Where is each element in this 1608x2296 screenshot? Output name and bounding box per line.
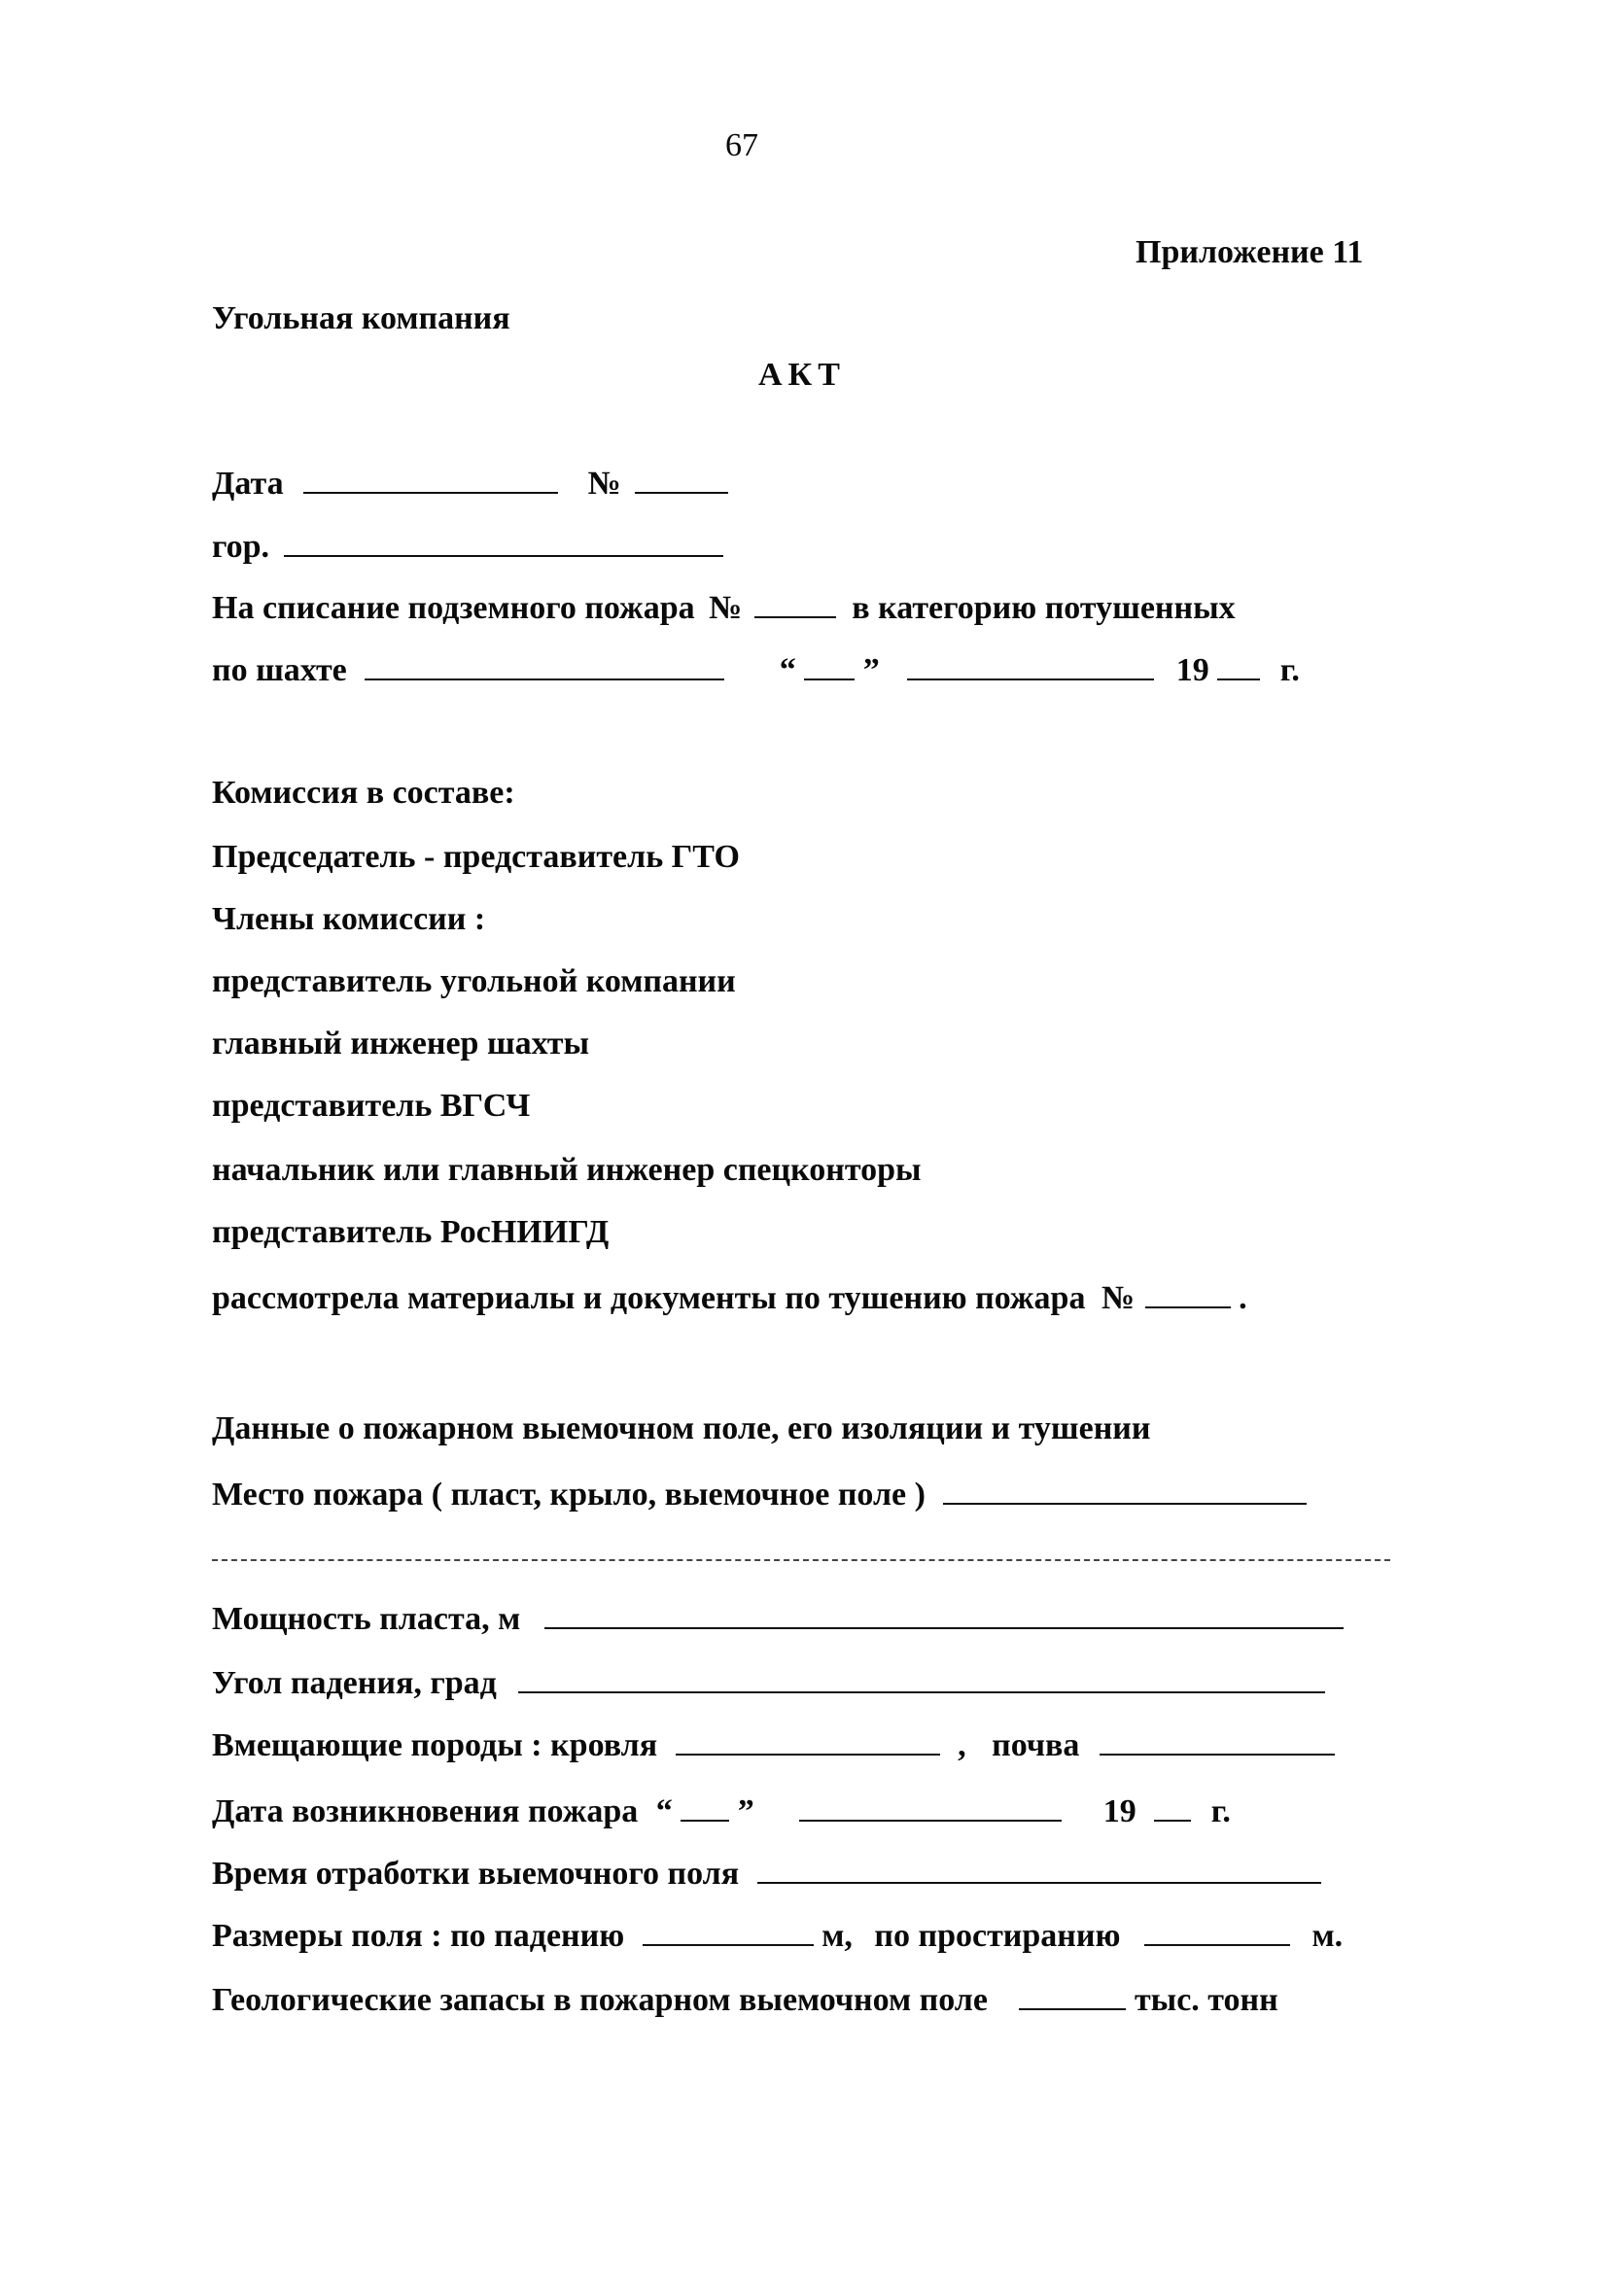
unit-m: м, bbox=[821, 1918, 853, 1954]
period: . bbox=[1239, 1280, 1247, 1316]
fire-year-field[interactable] bbox=[1154, 1791, 1191, 1822]
member-item: начальник или главный инженер спецконторы bbox=[212, 1152, 922, 1188]
year-prefix: 19 bbox=[1102, 1793, 1136, 1829]
mining-time-label: Время отработки выемочного поля bbox=[212, 1856, 740, 1892]
number-sign: № bbox=[587, 466, 621, 502]
dip-angle-label: Угол падения, град bbox=[212, 1665, 497, 1701]
fire-date-label: Дата возникновения пожара bbox=[212, 1793, 639, 1829]
writeoff-row bbox=[212, 587, 1236, 628]
date-label: Дата bbox=[212, 466, 284, 502]
number-sign: № bbox=[1101, 1280, 1136, 1316]
data-heading: Данные о пожарном выемочном поле, его изоляции и тушении bbox=[212, 1410, 1151, 1446]
dip-angle-row bbox=[212, 1662, 1325, 1703]
quote-close: ” bbox=[862, 652, 880, 688]
city-field[interactable] bbox=[284, 526, 723, 557]
reserves-row bbox=[212, 1979, 1278, 2020]
fire-place-field[interactable] bbox=[943, 1474, 1307, 1505]
host-rocks-row bbox=[212, 1724, 1335, 1765]
act-number-field[interactable] bbox=[635, 463, 728, 494]
fire-day-field[interactable] bbox=[681, 1791, 729, 1822]
quote-open: “ bbox=[655, 1793, 673, 1829]
reserves-label: Геологические запасы в пожарном выемочном поле bbox=[212, 1982, 988, 2018]
dip-angle-field[interactable] bbox=[518, 1662, 1325, 1693]
fire-place-row bbox=[212, 1474, 1307, 1514]
field-size-label: Размеры поля : по падению bbox=[212, 1918, 625, 1954]
writeoff-month-field[interactable] bbox=[907, 649, 1154, 680]
roof-field[interactable] bbox=[676, 1724, 940, 1756]
fire-place-label: Место пожара ( пласт, крыло, выемочное поле ) bbox=[212, 1477, 926, 1513]
unit-m-end: м. bbox=[1311, 1918, 1344, 1954]
reserves-field[interactable] bbox=[1019, 1979, 1126, 2010]
seam-thickness-field[interactable] bbox=[544, 1598, 1344, 1629]
fire-place-continuation-line[interactable] bbox=[212, 1559, 1390, 1561]
dip-length-field[interactable] bbox=[643, 1915, 814, 1946]
city-row bbox=[212, 526, 723, 567]
company-label: Угольная компания bbox=[212, 300, 510, 336]
members-heading: Члены комиссии : bbox=[212, 901, 486, 937]
quote-open: “ bbox=[779, 652, 796, 688]
strike-label: по простиранию bbox=[874, 1918, 1121, 1954]
reviewed-row bbox=[212, 1277, 1247, 1318]
writeoff-day-field[interactable] bbox=[804, 649, 855, 680]
year-suffix: г. bbox=[1279, 652, 1300, 688]
fire-number-field[interactable] bbox=[754, 587, 836, 618]
mine-field[interactable] bbox=[365, 649, 724, 680]
reviewed-text: рассмотрела материалы и документы по тушению пожара bbox=[212, 1280, 1086, 1316]
fire-date-row bbox=[212, 1791, 1231, 1831]
document-title: АКТ bbox=[758, 357, 846, 393]
date-field[interactable] bbox=[303, 463, 558, 494]
city-label: гор. bbox=[212, 529, 270, 565]
member-item: представитель угольной компании bbox=[212, 963, 736, 999]
mine-row bbox=[212, 649, 1300, 690]
year-suffix: г. bbox=[1210, 1793, 1231, 1829]
host-rocks-label: Вмещающие породы : кровля bbox=[212, 1727, 658, 1763]
member-item: представитель РосНИИГД bbox=[212, 1214, 610, 1250]
comma: , bbox=[958, 1727, 966, 1763]
number-sign: № bbox=[709, 590, 743, 626]
floor-field[interactable] bbox=[1100, 1724, 1335, 1756]
strike-length-field[interactable] bbox=[1144, 1915, 1290, 1946]
chairman-line: Председатель - представитель ГТО bbox=[212, 839, 740, 875]
commission-heading: Комиссия в составе: bbox=[212, 775, 515, 811]
member-item: главный инженер шахты bbox=[212, 1026, 590, 1061]
floor-label: почва bbox=[992, 1727, 1080, 1763]
page-number: 67 bbox=[725, 127, 758, 163]
seam-thickness-label: Мощность пласта, м bbox=[212, 1601, 521, 1637]
year-prefix: 19 bbox=[1175, 652, 1209, 688]
reserves-unit: тыс. тонн bbox=[1134, 1982, 1278, 2018]
writeoff-label: На списание подземного пожара bbox=[212, 590, 695, 626]
mining-time-row bbox=[212, 1853, 1321, 1894]
category-text: в категорию потушенных bbox=[852, 590, 1236, 626]
field-size-row bbox=[212, 1915, 1343, 1956]
seam-thickness-row bbox=[212, 1598, 1344, 1639]
date-row bbox=[212, 463, 728, 504]
appendix-label: Приложение 11 bbox=[1136, 234, 1364, 270]
mine-label: по шахте bbox=[212, 652, 347, 688]
quote-close: ” bbox=[737, 1793, 754, 1829]
mining-time-field[interactable] bbox=[757, 1853, 1321, 1884]
fire-month-field[interactable] bbox=[799, 1791, 1062, 1822]
member-item: представитель ВГСЧ bbox=[212, 1088, 531, 1124]
reviewed-fire-number-field[interactable] bbox=[1145, 1277, 1231, 1308]
writeoff-year-field[interactable] bbox=[1217, 649, 1260, 680]
